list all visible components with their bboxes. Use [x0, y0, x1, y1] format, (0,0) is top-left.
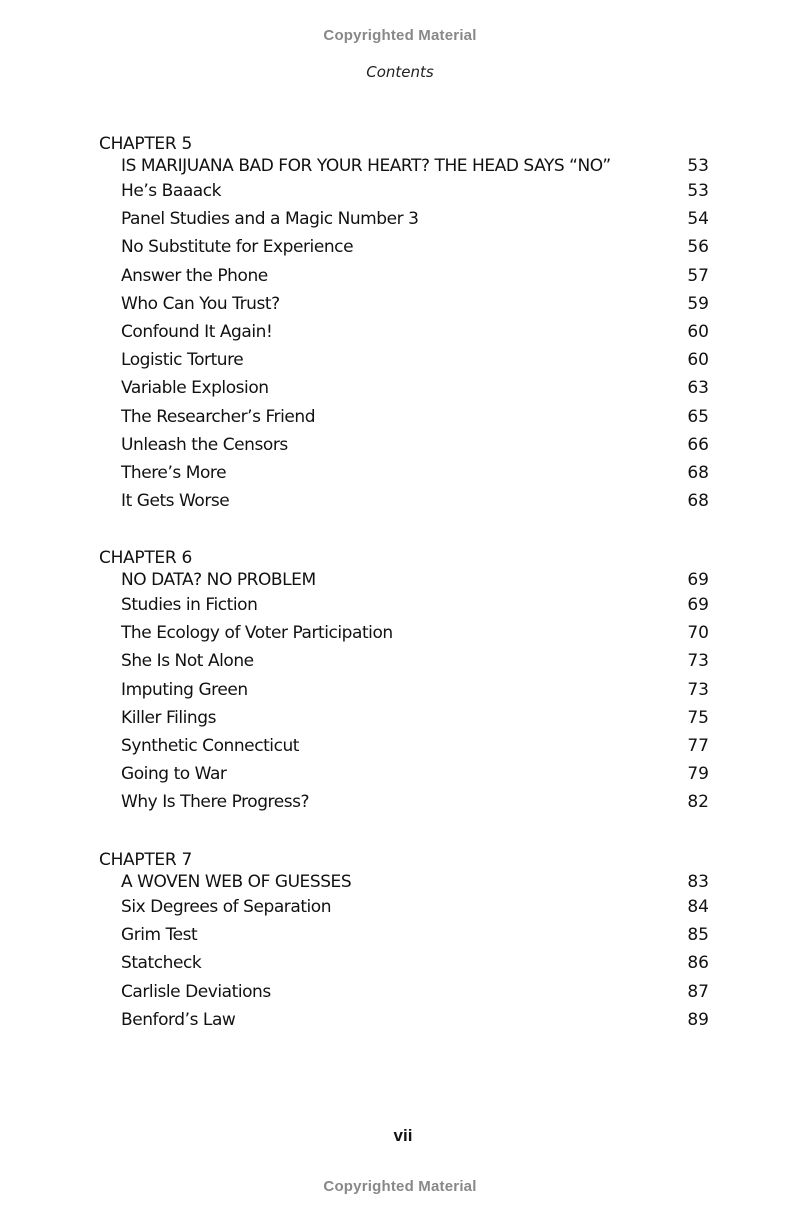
toc-entry[interactable]	[99, 346, 709, 374]
copyright-watermark-bottom: Copyrighted Material	[323, 1178, 477, 1195]
entry-title: The Ecology of Voter Participation	[121, 623, 393, 644]
toc-entry[interactable]	[99, 431, 709, 459]
entry-title: Grim Test	[121, 925, 198, 946]
chapter-heading: CHAPTER 7	[99, 850, 192, 870]
toc-entry[interactable]	[99, 760, 709, 788]
toc-entry[interactable]	[99, 619, 709, 647]
toc-entry[interactable]	[99, 949, 709, 977]
entry-page: 53	[687, 156, 709, 176]
entry-title: Unleash the Censors	[121, 434, 288, 455]
toc-entry[interactable]	[99, 893, 709, 921]
entry-title: Why Is There Progress?	[121, 792, 310, 813]
entry-title: NO DATA? NO PROBLEM	[121, 570, 316, 590]
entry-title: There’s More	[121, 462, 227, 483]
toc-entries	[99, 155, 709, 515]
entry-title: IS MARIJUANA BAD FOR YOUR HEART? THE HEAD SAYS “NO”	[121, 156, 611, 176]
entry-page: 69	[687, 570, 709, 590]
toc-entry[interactable]	[99, 487, 709, 515]
entry-page: 79	[687, 764, 709, 785]
entry-page: 68	[687, 462, 709, 483]
entry-title: Benford’s Law	[121, 1009, 236, 1030]
toc-entry[interactable]	[99, 459, 709, 487]
entry-page: 83	[687, 872, 709, 892]
entry-page: 68	[687, 491, 709, 512]
entry-page: 59	[687, 293, 709, 314]
entry-title: Carlisle Deviations	[121, 981, 271, 1002]
entry-title: Answer the Phone	[121, 265, 268, 286]
entry-page: 82	[687, 792, 709, 813]
entry-title: Imputing Green	[121, 679, 248, 700]
toc-entry[interactable]	[99, 647, 709, 675]
entry-page: 86	[687, 953, 709, 974]
toc-entry[interactable]	[99, 318, 709, 346]
toc-entry[interactable]	[99, 591, 709, 619]
toc-entry[interactable]	[99, 403, 709, 431]
toc-entry[interactable]	[99, 233, 709, 261]
toc-entries	[99, 569, 709, 817]
entry-title: He’s Baaack	[121, 181, 222, 201]
entry-title: Panel Studies and a Magic Number 3	[121, 209, 419, 230]
chapter-heading: CHAPTER 5	[99, 134, 192, 154]
entry-page: 85	[687, 925, 709, 946]
entry-page: 84	[687, 897, 709, 917]
entry-title: Statcheck	[121, 953, 202, 974]
chapter-heading: CHAPTER 6	[99, 548, 192, 568]
toc-entry[interactable]	[99, 1006, 709, 1034]
entry-page: 56	[687, 237, 709, 258]
page-number: vii	[393, 1126, 413, 1145]
entry-title: She Is Not Alone	[121, 651, 254, 672]
entry-page: 89	[687, 1009, 709, 1030]
entry-title: Six Degrees of Separation	[121, 897, 332, 917]
entry-page: 60	[687, 350, 709, 371]
chapter-section	[99, 547, 709, 817]
toc-entry[interactable]	[99, 177, 709, 205]
entry-page: 60	[687, 321, 709, 342]
entry-page: 54	[687, 209, 709, 230]
entry-page: 87	[687, 981, 709, 1002]
entry-title: No Substitute for Experience	[121, 237, 354, 258]
entry-page: 65	[687, 406, 709, 427]
entry-title: It Gets Worse	[121, 491, 230, 512]
entry-page: 66	[687, 434, 709, 455]
toc-entry[interactable]	[99, 569, 709, 591]
entry-title: Going to War	[121, 764, 227, 785]
entry-page: 63	[687, 378, 709, 399]
entry-title: Logistic Torture	[121, 350, 244, 371]
entry-title: Studies in Fiction	[121, 595, 258, 615]
toc-entry[interactable]	[99, 262, 709, 290]
chapter-section	[99, 849, 709, 1034]
toc-entry[interactable]	[99, 788, 709, 816]
entry-page: 77	[687, 735, 709, 756]
toc-entry[interactable]	[99, 374, 709, 402]
entry-page: 70	[687, 623, 709, 644]
copyright-watermark-top: Copyrighted Material	[323, 27, 477, 44]
entry-page: 57	[687, 265, 709, 286]
chapter-section	[99, 133, 709, 515]
entry-page: 73	[687, 651, 709, 672]
toc-entry[interactable]	[99, 978, 709, 1006]
entry-page: 69	[687, 595, 709, 615]
toc-entry[interactable]	[99, 205, 709, 233]
entry-page: 73	[687, 679, 709, 700]
entry-title: Variable Explosion	[121, 378, 269, 399]
toc-entry[interactable]	[99, 871, 709, 893]
toc-entry[interactable]	[99, 732, 709, 760]
entry-title: Who Can You Trust?	[121, 293, 280, 314]
entry-title: Killer Filings	[121, 707, 217, 728]
toc-entry[interactable]	[99, 290, 709, 318]
entry-title: A WOVEN WEB OF GUESSES	[121, 872, 352, 892]
entry-title: Confound It Again!	[121, 321, 273, 342]
entry-title: The Researcher’s Friend	[121, 406, 316, 427]
toc-entry[interactable]	[99, 704, 709, 732]
toc-entry[interactable]	[99, 155, 709, 177]
toc-entry[interactable]	[99, 921, 709, 949]
running-head: Contents	[366, 63, 434, 81]
entry-page: 75	[687, 707, 709, 728]
entry-title: Synthetic Connecticut	[121, 735, 300, 756]
toc-entries	[99, 871, 709, 1034]
entry-page: 53	[687, 181, 709, 201]
toc-entry[interactable]	[99, 676, 709, 704]
